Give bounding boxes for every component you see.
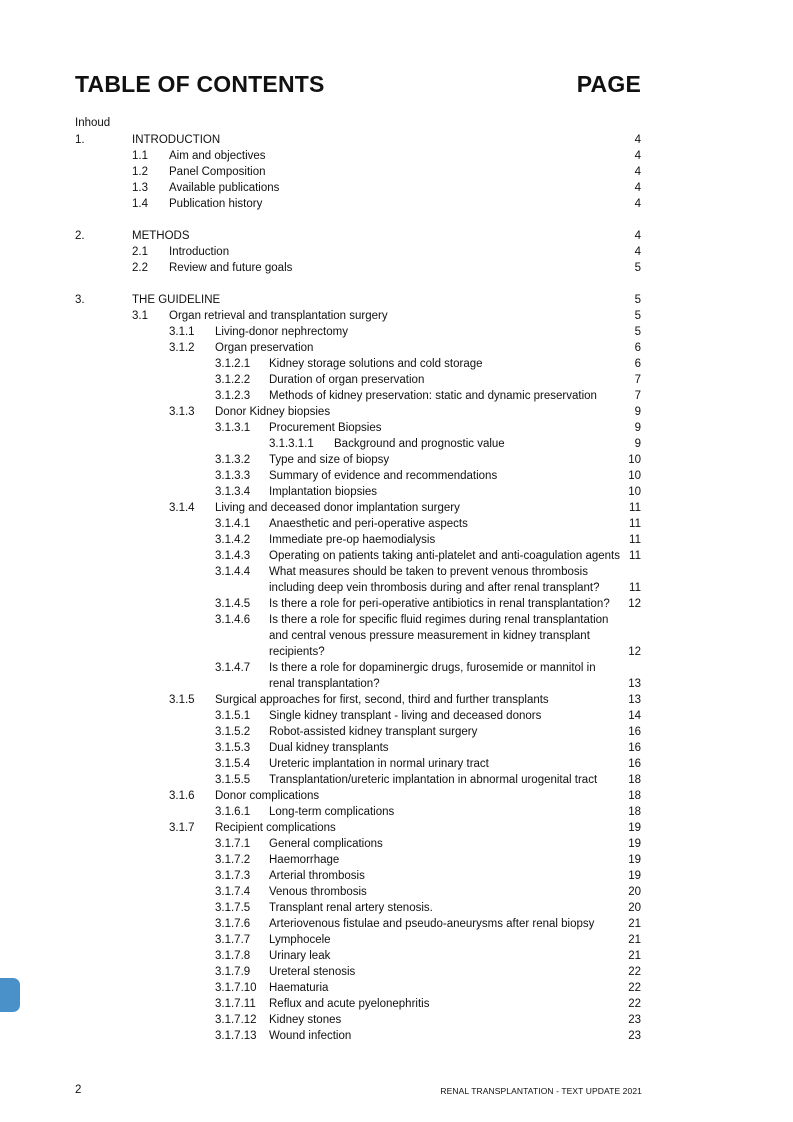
toc-entry-title: Living-donor nephrectomy bbox=[215, 326, 348, 338]
toc-entry[interactable] bbox=[0, 708, 793, 724]
toc-entry[interactable] bbox=[0, 388, 793, 404]
toc-entry-title: Type and size of biopsy bbox=[269, 454, 390, 466]
toc-entry[interactable] bbox=[0, 788, 793, 804]
toc-entry-title: Transplantation/ureteric implantation in abnormal urogenital tract bbox=[269, 774, 598, 786]
toc-entry-title: METHODS bbox=[132, 230, 190, 242]
page-column-label: PAGE bbox=[576, 71, 641, 97]
toc-entry-number: 3.1.4.1 bbox=[215, 518, 251, 530]
toc-entry-number: 3.1.7.1 bbox=[215, 838, 251, 850]
toc-entry-number: 3.1.7.12 bbox=[215, 1014, 257, 1026]
toc-entry-page: 4 bbox=[634, 182, 641, 194]
toc-entry-page: 5 bbox=[634, 262, 641, 274]
toc-entry-title: Immediate pre-op haemodialysis bbox=[269, 534, 436, 546]
toc-entry-title: Operating on patients taking anti-platelet and anti-coagulation agents bbox=[269, 550, 620, 562]
toc-entry-page: 14 bbox=[628, 710, 641, 722]
toc-entry-number: 3.1 bbox=[132, 310, 148, 322]
toc-entry-number: 3.1.7.5 bbox=[215, 902, 251, 914]
toc-entry-title: Transplant renal artery stenosis. bbox=[269, 902, 433, 914]
toc-entry-page: 4 bbox=[634, 134, 641, 146]
toc-entry[interactable] bbox=[0, 292, 793, 308]
toc-entry[interactable] bbox=[0, 484, 793, 500]
toc-entry-page: 18 bbox=[628, 790, 641, 802]
toc-entry-number: 3.1.2.1 bbox=[215, 358, 251, 370]
toc-entry-title: renal transplantation? bbox=[269, 678, 380, 690]
toc-entry-page: 19 bbox=[628, 854, 641, 866]
toc-entry[interactable] bbox=[0, 148, 793, 164]
toc-entry-page: 11 bbox=[629, 550, 641, 562]
toc-entry[interactable] bbox=[0, 644, 793, 660]
toc-entry[interactable] bbox=[0, 532, 793, 548]
toc-entry-number: 3.1.7.13 bbox=[215, 1030, 257, 1042]
toc-entry[interactable] bbox=[0, 916, 793, 932]
toc-entry[interactable] bbox=[0, 724, 793, 740]
toc-entry-page: 9 bbox=[634, 406, 641, 418]
toc-entry-page: 21 bbox=[628, 950, 641, 962]
toc-entry-number: 3.1.5.1 bbox=[215, 710, 251, 722]
toc-entry[interactable] bbox=[0, 820, 793, 836]
toc-entry-page: 5 bbox=[634, 294, 641, 306]
toc-entry-number: 3. bbox=[75, 294, 85, 306]
toc-entry-title: What measures should be taken to prevent venous thrombosis bbox=[269, 566, 588, 578]
toc-entry-title: Ureteric implantation in normal urinary tract bbox=[269, 758, 489, 770]
toc-entry-number: 1. bbox=[75, 134, 85, 146]
toc-entry-page: 11 bbox=[629, 534, 641, 546]
toc-entry-title: Ureteral stenosis bbox=[269, 966, 356, 978]
toc-entry-number: 2.1 bbox=[132, 246, 148, 258]
toc-entry-title: Background and prognostic value bbox=[334, 438, 505, 450]
toc-entry-number: 1.2 bbox=[132, 166, 148, 178]
toc-entry-page: 4 bbox=[634, 150, 641, 162]
toc-entry[interactable] bbox=[0, 964, 793, 980]
toc-entry-number: 3.1.5.4 bbox=[215, 758, 251, 770]
toc-entry-title: Arterial thrombosis bbox=[269, 870, 365, 882]
toc-entry-number: 3.1.2.2 bbox=[215, 374, 251, 386]
toc-entry-page: 22 bbox=[628, 966, 641, 978]
toc-entry[interactable] bbox=[0, 772, 793, 788]
toc-entry-page: 11 bbox=[629, 582, 641, 594]
toc-entry-number: 3.1.4.5 bbox=[215, 598, 251, 610]
toc-entry-title: Aim and objectives bbox=[169, 150, 266, 162]
toc-entry-page: 20 bbox=[628, 902, 641, 914]
toc-entry-number: 3.1.3.4 bbox=[215, 486, 251, 498]
toc-entry-page: 21 bbox=[628, 934, 641, 946]
toc-entry[interactable] bbox=[0, 196, 793, 212]
toc-entry-number: 3.1.7.7 bbox=[215, 934, 251, 946]
toc-entry-title: Long-term complications bbox=[269, 806, 395, 818]
toc-entry-page: 5 bbox=[634, 326, 641, 338]
toc-entry-title: Introduction bbox=[169, 246, 230, 258]
toc-entry-number: 3.1.7 bbox=[169, 822, 195, 834]
toc-entry-title: Duration of organ preservation bbox=[269, 374, 425, 386]
toc-entry-number: 3.1.5.3 bbox=[215, 742, 251, 754]
toc-entry-number: 3.1.2 bbox=[169, 342, 195, 354]
toc-entry-title: Procurement Biopsies bbox=[269, 422, 382, 434]
toc-entry[interactable] bbox=[0, 260, 793, 276]
toc-entry-page: 9 bbox=[634, 422, 641, 434]
toc-entry-number: 3.1.4.2 bbox=[215, 534, 251, 546]
toc-entry-title: Kidney stones bbox=[269, 1014, 342, 1026]
toc-entry[interactable] bbox=[0, 996, 793, 1012]
toc-entry-number: 3.1.3 bbox=[169, 406, 195, 418]
toc-entry-page: 10 bbox=[628, 470, 641, 482]
toc-entry-number: 3.1.7.6 bbox=[215, 918, 251, 930]
toc-entry-page: 16 bbox=[628, 758, 641, 770]
toc-entry-number: 3.1.3.1 bbox=[215, 422, 251, 434]
toc-entry-page: 23 bbox=[628, 1014, 641, 1026]
toc-entry[interactable] bbox=[0, 436, 793, 452]
footer-running-title: RENAL TRANSPLANTATION - TEXT UPDATE 2021 bbox=[440, 1086, 642, 1096]
toc-entry-page: 5 bbox=[634, 310, 641, 322]
toc-entry[interactable] bbox=[0, 612, 793, 628]
toc-entry-title: THE GUIDELINE bbox=[132, 294, 221, 306]
toc-entry-page: 10 bbox=[628, 454, 641, 466]
toc-entry-number: 3.1.3.3 bbox=[215, 470, 251, 482]
toc-entry-number: 3.1.4 bbox=[169, 502, 195, 514]
toc-entry-page: 4 bbox=[634, 198, 641, 210]
toc-entry[interactable] bbox=[0, 1012, 793, 1028]
toc-entry-number: 1.1 bbox=[132, 150, 148, 162]
page-title: TABLE OF CONTENTS bbox=[75, 71, 325, 97]
toc-entry[interactable] bbox=[0, 836, 793, 852]
toc-entry-number: 3.1.7.9 bbox=[215, 966, 251, 978]
toc-entry[interactable] bbox=[0, 1028, 793, 1044]
toc-entry-title: and central venous pressure measurement in kidney transplant bbox=[269, 630, 590, 642]
toc-entry[interactable] bbox=[0, 884, 793, 900]
toc-entry-page: 19 bbox=[628, 838, 641, 850]
toc-entry[interactable] bbox=[0, 740, 793, 756]
toc-entry-title: Review and future goals bbox=[169, 262, 293, 274]
toc-entry-page: 6 bbox=[634, 358, 641, 370]
toc-entry-title: Is there a role for specific fluid regimes during renal transplantation bbox=[269, 614, 609, 626]
toc-entry-page: 13 bbox=[628, 694, 641, 706]
toc-entry[interactable] bbox=[0, 308, 793, 324]
toc-entry-number: 1.3 bbox=[132, 182, 148, 194]
toc-entry[interactable] bbox=[0, 932, 793, 948]
toc-entry[interactable] bbox=[0, 900, 793, 916]
toc-entry-page: 21 bbox=[628, 918, 641, 930]
toc-entry-number: 3.1.7.8 bbox=[215, 950, 251, 962]
toc-entry[interactable] bbox=[0, 804, 793, 820]
toc-entry[interactable] bbox=[0, 548, 793, 564]
toc-entry-title: Reflux and acute pyelonephritis bbox=[269, 998, 430, 1010]
toc-entry-number: 2.2 bbox=[132, 262, 148, 274]
toc-entry[interactable] bbox=[0, 324, 793, 340]
toc-entry[interactable] bbox=[0, 228, 793, 244]
toc-entry-title: Kidney storage solutions and cold storage bbox=[269, 358, 483, 370]
toc-entry-page: 13 bbox=[628, 678, 641, 690]
toc-entry[interactable] bbox=[0, 420, 793, 436]
toc-entry-number: 3.1.3.1.1 bbox=[269, 438, 314, 450]
toc-entry-title: Recipient complications bbox=[215, 822, 336, 834]
toc-entry-number: 3.1.4.6 bbox=[215, 614, 251, 626]
toc-entry-number: 3.1.7.4 bbox=[215, 886, 251, 898]
toc-entry-page: 18 bbox=[628, 806, 641, 818]
toc-entry[interactable] bbox=[0, 500, 793, 516]
toc-entry-page: 10 bbox=[628, 486, 641, 498]
toc-entry-page: 16 bbox=[628, 726, 641, 738]
toc-entry-page: 4 bbox=[634, 166, 641, 178]
toc-entry-title: Panel Composition bbox=[169, 166, 266, 178]
toc-entry-page: 7 bbox=[634, 390, 641, 402]
toc-entry-title: Is there a role for peri-operative antibiotics in renal transplantation? bbox=[269, 598, 610, 610]
table-of-contents bbox=[0, 132, 793, 1044]
toc-entry-title: Surgical approaches for first, second, third and further transplants bbox=[215, 694, 549, 706]
toc-entry[interactable] bbox=[0, 660, 793, 676]
toc-entry[interactable] bbox=[0, 452, 793, 468]
toc-entry[interactable] bbox=[0, 868, 793, 884]
toc-entry-page: 7 bbox=[634, 374, 641, 386]
footer-page-number: 2 bbox=[75, 1084, 82, 1096]
toc-entry[interactable] bbox=[0, 564, 793, 580]
toc-entry-page: 11 bbox=[629, 518, 641, 530]
toc-entry-number: 3.1.5 bbox=[169, 694, 195, 706]
toc-entry[interactable] bbox=[0, 692, 793, 708]
toc-entry-number: 3.1.4.3 bbox=[215, 550, 251, 562]
toc-entry-title: Organ preservation bbox=[215, 342, 314, 354]
toc-entry-page: 19 bbox=[628, 822, 641, 834]
toc-entry-title: Venous thrombosis bbox=[269, 886, 367, 898]
toc-entry-number: 3.1.5.5 bbox=[215, 774, 251, 786]
toc-entry-title: Haematuria bbox=[269, 982, 329, 994]
toc-entry-number: 3.1.6.1 bbox=[215, 806, 251, 818]
toc-entry-number: 3.1.5.2 bbox=[215, 726, 251, 738]
toc-entry[interactable] bbox=[0, 340, 793, 356]
toc-entry[interactable] bbox=[0, 852, 793, 868]
toc-entry-number: 2. bbox=[75, 230, 85, 242]
toc-entry-title: Anaesthetic and peri-operative aspects bbox=[269, 518, 468, 530]
toc-entry-number: 1.4 bbox=[132, 198, 148, 210]
toc-entry-title: Robot-assisted kidney transplant surgery bbox=[269, 726, 478, 738]
toc-entry-title: Is there a role for dopaminergic drugs, furosemide or mannitol in bbox=[269, 662, 596, 674]
toc-entry-page: 22 bbox=[628, 998, 641, 1010]
toc-entry-title: Arteriovenous fistulae and pseudo-aneurysms after renal biopsy bbox=[269, 918, 595, 930]
toc-entry-page: 9 bbox=[634, 438, 641, 450]
toc-entry-title: recipients? bbox=[269, 646, 325, 658]
toc-entry-page: 4 bbox=[634, 246, 641, 258]
toc-entry-title: Implantation biopsies bbox=[269, 486, 378, 498]
toc-entry-number: 3.1.4.4 bbox=[215, 566, 251, 578]
toc-entry-page: 19 bbox=[628, 870, 641, 882]
toc-entry[interactable] bbox=[0, 356, 793, 372]
toc-entry-number: 3.1.7.2 bbox=[215, 854, 251, 866]
toc-entry-page: 12 bbox=[628, 598, 641, 610]
toc-entry-title: Donor complications bbox=[215, 790, 320, 802]
toc-entry-page: 16 bbox=[628, 742, 641, 754]
toc-entry-page: 11 bbox=[629, 502, 641, 514]
toc-entry-title: INTRODUCTION bbox=[132, 134, 221, 146]
toc-entry-title: Donor Kidney biopsies bbox=[215, 406, 331, 418]
toc-entry[interactable] bbox=[0, 580, 793, 596]
toc-entry-number: 3.1.7.10 bbox=[215, 982, 257, 994]
toc-entry[interactable] bbox=[0, 132, 793, 148]
toc-entry[interactable] bbox=[0, 244, 793, 260]
toc-entry-title: Publication history bbox=[169, 198, 263, 210]
toc-entry-page: 20 bbox=[628, 886, 641, 898]
toc-entry-number: 3.1.1 bbox=[169, 326, 195, 338]
toc-entry-title: Methods of kidney preservation: static and dynamic preservation bbox=[269, 390, 597, 402]
toc-entry[interactable] bbox=[0, 628, 793, 644]
toc-entry-title: General complications bbox=[269, 838, 383, 850]
toc-entry[interactable] bbox=[0, 596, 793, 612]
toc-entry-title: Wound infection bbox=[269, 1030, 352, 1042]
toc-entry-title: Organ retrieval and transplantation surgery bbox=[169, 310, 388, 322]
toc-entry[interactable] bbox=[0, 676, 793, 692]
side-tab-marker bbox=[0, 978, 20, 1012]
toc-entry-page: 23 bbox=[628, 1030, 641, 1042]
toc-entry[interactable] bbox=[0, 180, 793, 196]
toc-entry[interactable] bbox=[0, 756, 793, 772]
toc-entry-page: 4 bbox=[634, 230, 641, 242]
toc-entry-title: Dual kidney transplants bbox=[269, 742, 389, 754]
toc-entry-page: 6 bbox=[634, 342, 641, 354]
toc-entry[interactable] bbox=[0, 404, 793, 420]
toc-entry-title: Lymphocele bbox=[269, 934, 331, 946]
toc-entry-number: 3.1.3.2 bbox=[215, 454, 251, 466]
toc-entry[interactable] bbox=[0, 372, 793, 388]
toc-entry-title: Available publications bbox=[169, 182, 280, 194]
toc-entry-title: Urinary leak bbox=[269, 950, 331, 962]
toc-entry-number: 3.1.6 bbox=[169, 790, 195, 802]
toc-entry[interactable] bbox=[0, 516, 793, 532]
toc-entry-title: Haemorrhage bbox=[269, 854, 340, 866]
inhoud-label: Inhoud bbox=[75, 117, 111, 129]
toc-entry[interactable] bbox=[0, 980, 793, 996]
toc-entry-number: 3.1.4.7 bbox=[215, 662, 251, 674]
toc-entry-number: 3.1.2.3 bbox=[215, 390, 251, 402]
toc-entry-page: 22 bbox=[628, 982, 641, 994]
toc-entry-title: Living and deceased donor implantation surgery bbox=[215, 502, 460, 514]
toc-entry-title: including deep vein thrombosis during and after renal transplant? bbox=[269, 582, 600, 594]
toc-entry[interactable] bbox=[0, 948, 793, 964]
toc-entry-page: 12 bbox=[628, 646, 641, 658]
toc-entry[interactable] bbox=[0, 468, 793, 484]
toc-entry-page: 18 bbox=[628, 774, 641, 786]
toc-entry-title: Single kidney transplant - living and deceased donors bbox=[269, 710, 542, 722]
toc-entry-title: Summary of evidence and recommendations bbox=[269, 470, 498, 482]
toc-entry-number: 3.1.7.3 bbox=[215, 870, 251, 882]
toc-entry-number: 3.1.7.11 bbox=[215, 998, 256, 1010]
toc-entry[interactable] bbox=[0, 164, 793, 180]
